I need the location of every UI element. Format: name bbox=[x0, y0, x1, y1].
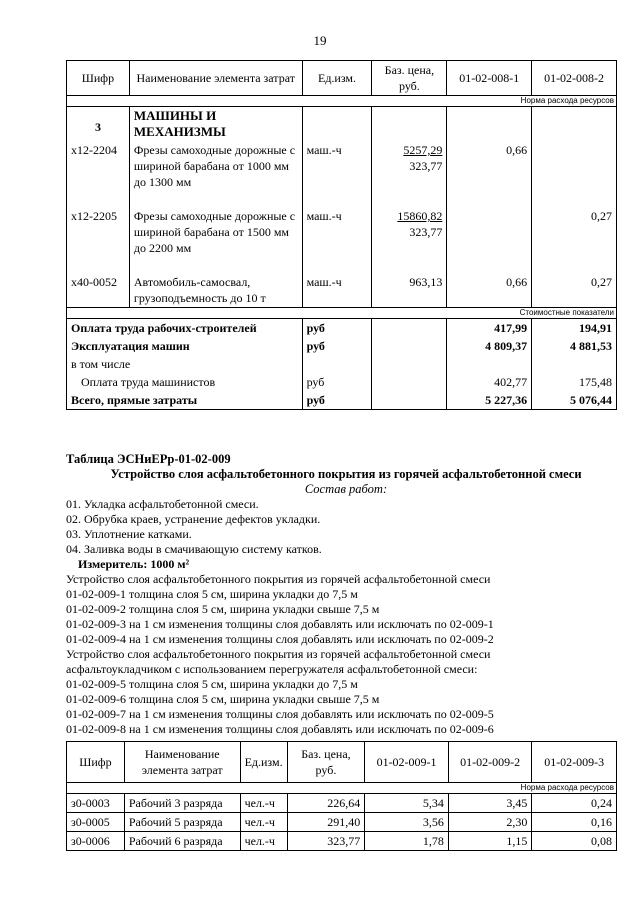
row-value-1: 1,78 bbox=[365, 832, 449, 851]
row-value-2: 0,27 bbox=[532, 273, 617, 308]
row-price-2: 323,77 bbox=[409, 159, 443, 173]
table-row bbox=[67, 141, 617, 207]
row-code: з0-0006 bbox=[67, 832, 125, 851]
cost-value-2: 4 881,53 bbox=[532, 337, 617, 355]
row-price: 226,64 bbox=[287, 794, 365, 813]
table-header-row bbox=[67, 742, 617, 783]
cost-unit: руб bbox=[302, 319, 372, 338]
works-list bbox=[66, 497, 626, 737]
cost-value-2: 5 076,44 bbox=[532, 391, 617, 410]
header-name: Наименование элемента затрат bbox=[129, 61, 302, 96]
desc-line: 01-02-009-6 толщина слоя 5 см, ширина укладки свыше 7,5 м bbox=[66, 692, 380, 706]
table-header-row bbox=[67, 61, 617, 96]
section-number: 3 bbox=[67, 107, 130, 142]
header-col1: 01-02-009-1 bbox=[365, 742, 449, 783]
resource-table-009 bbox=[66, 741, 617, 851]
row-name: Рабочий 5 разряда bbox=[124, 813, 240, 832]
page-number: 19 bbox=[313, 33, 327, 48]
table-subtitle: Устройство слоя асфальтобетонного покрытия из горячей асфальтобетонной смеси bbox=[110, 467, 582, 481]
cost-unit: руб bbox=[302, 373, 372, 391]
row-unit: маш.-ч bbox=[302, 273, 372, 308]
row-price-1: 963,13 bbox=[372, 273, 447, 308]
desc-line: 01-02-009-7 на 1 см изменения толщины слоя добавлять или исключать по 02-009-5 bbox=[66, 707, 494, 721]
desc-line: 01-02-009-2 толщина слоя 5 см, ширина укладки свыше 7,5 м bbox=[66, 602, 380, 616]
row-value-1: 3,56 bbox=[365, 813, 449, 832]
row-price: 323,77 bbox=[287, 832, 365, 851]
row-unit: маш.-ч bbox=[302, 141, 372, 207]
norm-caption: Норма расхода ресурсов bbox=[67, 783, 617, 794]
row-value-1 bbox=[447, 207, 532, 273]
row-value-2: 1,15 bbox=[448, 832, 532, 851]
row-code: х12-2204 bbox=[67, 141, 130, 207]
header-code: Шифр bbox=[67, 742, 125, 783]
work-line: 04. Заливка воды в смачивающую систему катков. bbox=[66, 542, 322, 556]
desc-line: Устройство слоя асфальтобетонного покрытия из горячей асфальтобетонной смеси bbox=[66, 572, 491, 586]
desc-line: 01-02-009-3 на 1 см изменения толщины слоя добавлять или исключать по 02-009-1 bbox=[66, 617, 494, 631]
header-col1: 01-02-008-1 bbox=[447, 61, 532, 96]
cost-value-1: 4 809,37 bbox=[447, 337, 532, 355]
row-value-2: 2,30 bbox=[448, 813, 532, 832]
works-title: Состав работ: bbox=[304, 482, 388, 496]
table-row bbox=[67, 813, 617, 832]
cost-value-1: 5 227,36 bbox=[447, 391, 532, 410]
header-price: Баз. цена, руб. bbox=[287, 742, 365, 783]
norm-caption: Норма расхода ресурсов bbox=[67, 96, 617, 107]
cost-row bbox=[67, 319, 617, 338]
row-name: Фрезы самоходные дорожные с шириной барабана от 1000 мм до 1300 мм bbox=[129, 141, 302, 207]
row-name: Фрезы самоходные дорожные с шириной барабана от 1500 мм до 2200 мм bbox=[129, 207, 302, 273]
table-row bbox=[67, 207, 617, 273]
cost-name: Оплата труда рабочих-строителей bbox=[67, 319, 303, 338]
header-col2: 01-02-009-2 bbox=[448, 742, 532, 783]
row-price: 291,40 bbox=[287, 813, 365, 832]
row-unit: чел.-ч bbox=[240, 794, 287, 813]
row-name: Автомобиль-самосвал, грузоподъемность до 10 т bbox=[129, 273, 302, 308]
cost-name: Эксплуатация машин bbox=[67, 337, 303, 355]
resource-table-008 bbox=[66, 60, 617, 410]
row-value-3: 0,24 bbox=[532, 794, 617, 813]
cost-row bbox=[67, 391, 617, 410]
desc-line: 01-02-009-4 на 1 см изменения толщины слоя добавлять или исключать по 02-009-2 bbox=[66, 632, 494, 646]
row-unit: маш.-ч bbox=[302, 207, 372, 273]
table-row bbox=[67, 794, 617, 813]
row-name: Рабочий 6 разряда bbox=[124, 832, 240, 851]
header-col3: 01-02-009-3 bbox=[532, 742, 617, 783]
row-value-1: 0,66 bbox=[447, 273, 532, 308]
desc-line: 01-02-009-1 толщина слоя 5 см, ширина укладки до 7,5 м bbox=[66, 587, 358, 601]
header-unit: Ед.изм. bbox=[240, 742, 287, 783]
cost-unit: руб bbox=[302, 391, 372, 410]
header-name: Наименование элемента затрат bbox=[124, 742, 240, 783]
cost-name: Оплата труда машинистов bbox=[67, 373, 303, 391]
cost-row bbox=[67, 355, 617, 373]
row-price-1: 5257,29 bbox=[403, 143, 443, 157]
row-name: Рабочий 3 разряда bbox=[124, 794, 240, 813]
desc-line: Устройство слоя асфальтобетонного покрытия из горячей асфальтобетонной смеси bbox=[66, 647, 491, 661]
row-value-1: 0,66 bbox=[447, 141, 532, 207]
row-value-3: 0,08 bbox=[532, 832, 617, 851]
row-value-2: 3,45 bbox=[448, 794, 532, 813]
row-code: з0-0005 bbox=[67, 813, 125, 832]
desc-line: 01-02-009-8 на 1 см изменения толщины слоя добавлять или исключать по 02-009-6 bbox=[66, 722, 494, 736]
header-unit: Ед.изм. bbox=[302, 61, 372, 96]
cost-name: Всего, прямые затраты bbox=[67, 391, 303, 410]
cost-unit: руб bbox=[302, 337, 372, 355]
cost-name: в том числе bbox=[67, 355, 303, 373]
cost-value-1: 417,99 bbox=[447, 319, 532, 338]
row-code: х40-0052 bbox=[67, 273, 130, 308]
row-code: з0-0003 bbox=[67, 794, 125, 813]
row-value-2: 0,27 bbox=[532, 207, 617, 273]
table-title: Таблица ЭСНиЕРр-01-02-009 bbox=[66, 452, 231, 466]
desc-line: асфальтоукладчиком с использованием перегружателя асфальтобетонной смеси: bbox=[66, 662, 478, 676]
cost-row bbox=[67, 337, 617, 355]
cost-row bbox=[67, 373, 617, 391]
measure-line: Измеритель: 1000 м² bbox=[78, 557, 190, 571]
desc-line: 01-02-009-5 толщина слоя 5 см, ширина укладки до 7,5 м bbox=[66, 677, 358, 691]
cost-value-1: 402,77 bbox=[447, 373, 532, 391]
cost-value-2: 175,48 bbox=[532, 373, 617, 391]
row-value-3: 0,16 bbox=[532, 813, 617, 832]
header-price: Баз. цена, руб. bbox=[372, 61, 447, 96]
header-code: Шифр bbox=[67, 61, 130, 96]
row-price-1: 15860,82 bbox=[397, 209, 443, 223]
row-value-1: 5,34 bbox=[365, 794, 449, 813]
row-unit: чел.-ч bbox=[240, 813, 287, 832]
cost-caption: Стоимостные показатели bbox=[67, 308, 617, 319]
table-row bbox=[67, 273, 617, 308]
row-price-2: 323,77 bbox=[409, 225, 443, 239]
work-line: 01. Укладка асфальтобетонной смеси. bbox=[66, 497, 259, 511]
header-col2: 01-02-008-2 bbox=[532, 61, 617, 96]
table-row bbox=[67, 832, 617, 851]
work-line: 02. Обрубка краев, устранение дефектов укладки. bbox=[66, 512, 321, 526]
section-title: МАШИНЫ И МЕХАНИЗМЫ bbox=[129, 107, 302, 142]
row-value-2 bbox=[532, 141, 617, 207]
work-line: 03. Уплотнение катками. bbox=[66, 527, 192, 541]
cost-value-2: 194,91 bbox=[532, 319, 617, 338]
row-unit: чел.-ч bbox=[240, 832, 287, 851]
row-code: х12-2205 bbox=[67, 207, 130, 273]
